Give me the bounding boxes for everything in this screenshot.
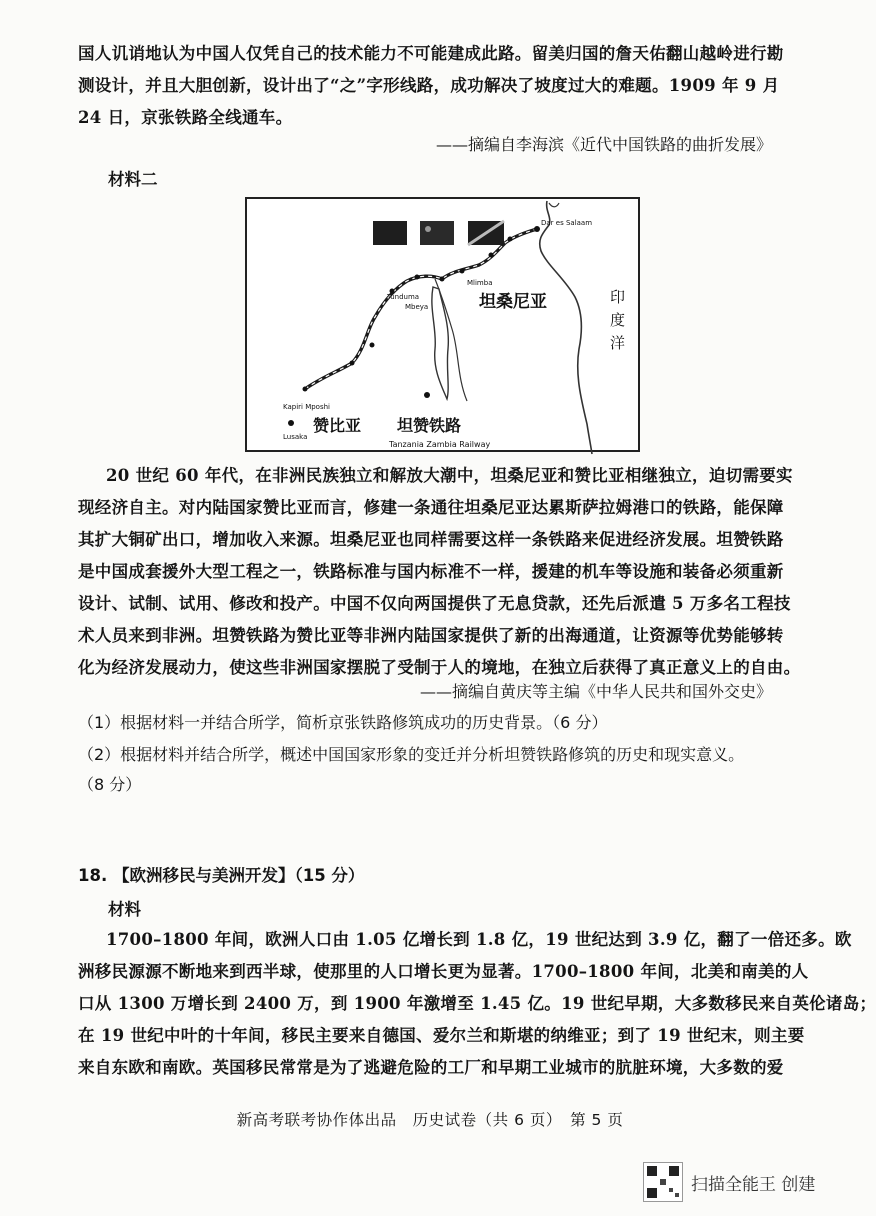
station-label: Dar es Salaam: [541, 219, 593, 227]
text-line: 1700–1800 年间，欧洲人口由 1.05 亿增长到 1.8 亿，19 世纪达到 3.9 亿，翻了一倍还多。欧: [106, 930, 852, 949]
text-line: 洲移民源源不断地来到西半球，使那里的人口增长更为显著。1700–1800 年间，北美和南美的人: [78, 962, 809, 981]
station-dot: [303, 387, 308, 392]
material1-paragraph: [78, 38, 784, 134]
railway-map: [245, 197, 640, 452]
text-line: 20 世纪 60 年代，在非洲民族独立和解放大潮中，坦桑尼亚和赞比亚相继独立，迫切需要实: [106, 466, 793, 485]
coastline: [540, 201, 592, 454]
text-line: 国人讥诮地认为中国人仅凭自己的技术能力不可能建成此路。留美归国的詹天佑翻山越岭进行勘: [78, 44, 784, 63]
text-line: 现经济自主。对内陆国家赞比亚而言，修建一条通往坦桑尼亚达累斯萨拉姆港口的铁路，能保障: [78, 498, 784, 517]
station-dot: [350, 361, 355, 366]
text-line: 术人员来到非洲。坦赞铁路为赞比亚等非洲内陆国家提供了新的出海通道，让资源等优势能够转: [78, 626, 784, 645]
text-line: 是中国成套援外大型工程之一，铁路标准与国内标准不一样，援建的机车等设施和装备必须重新: [78, 562, 784, 581]
material2-paragraph: [78, 460, 801, 684]
page-footer: 新高考联考协作体出品 历史试卷（共 6 页） 第 5 页: [236, 1111, 624, 1129]
material2-source: ——摘编自黄庆等主编《中华人民共和国外交史》: [419, 682, 772, 701]
question-1: （1）根据材料一并结合所学，简析京张铁路修筑成功的历史背景。（6 分）: [78, 713, 608, 732]
text-line: 口从 1300 万增长到 2400 万，到 1900 年激增至 1.45 亿。19 世纪早期，大多数移民来自英伦诸岛；: [78, 994, 876, 1013]
flag-star: [425, 226, 431, 232]
watermark-text: 扫描全能王 创建: [691, 1175, 816, 1195]
station-dot: [415, 275, 420, 280]
section-18-title: 18. 【欧洲移民与美洲开发】（15 分）: [78, 866, 365, 885]
text-line: 在 19 世纪中叶的十年间，移民主要来自德国、爱尔兰和斯堪的纳维亚；到了 19 世纪末，则主要: [78, 1026, 805, 1045]
station-dot: [288, 420, 294, 426]
station-dot: [489, 253, 494, 258]
station-dot: [508, 237, 513, 242]
station-dot: [460, 269, 465, 274]
map-svg: [247, 199, 642, 454]
ocean-label: 印度洋: [608, 289, 626, 358]
section-18-material-heading: 材料: [108, 900, 141, 919]
station-dot: [370, 343, 375, 348]
station-dot: [534, 226, 540, 232]
country-label-tanzania: 坦桑尼亚: [479, 292, 547, 312]
text-line: 来自东欧和南欧。英国移民常常是为了逃避危险的工厂和早期工业城市的肮脏环境，大多数的爱: [78, 1058, 784, 1077]
text-line: 设计、试制、试用、修改和投产。中国不仅向两国提供了无息贷款，还先后派遣 5 万多名工程技: [78, 594, 791, 613]
lake: [432, 287, 448, 399]
station-label: Lusaka: [283, 433, 308, 441]
question-2: （2）根据材料并结合所学，概述中国国家形象的变迁并分析坦赞铁路修筑的历史和现实意义。: [78, 745, 745, 764]
scanner-watermark: [643, 1162, 843, 1202]
text-line: 测设计，并且大胆创新，设计出了“之”字形线路，成功解决了坡度过大的难题。1909 年 9 月: [78, 76, 780, 95]
railway-title-en: Tanzania Zambia Railway: [389, 440, 491, 449]
station-label: Kapiri Mposhi: [283, 403, 330, 411]
station-label: Tunduma: [387, 293, 420, 301]
flag-zambia: [373, 221, 407, 245]
country-label-zambia: 赞比亚: [313, 416, 362, 435]
flag-china: [420, 221, 454, 245]
question-2-score: （8 分）: [78, 775, 142, 794]
material1-source: ——摘编自李海滨《近代中国铁路的曲折发展》: [435, 135, 772, 154]
text-line: 其扩大铜矿出口，增加收入来源。坦桑尼亚也同样需要这样一条铁路来促进经济发展。坦赞铁路: [78, 530, 784, 549]
qr-code-icon: [643, 1162, 683, 1202]
material2-heading: 材料二: [108, 170, 158, 189]
text-line: 化为经济发展动力，使这些非洲国家摆脱了受制于人的境地，在独立后获得了真正意义上的自由。: [78, 658, 801, 677]
station-label: Mlimba: [467, 279, 493, 287]
station-label: Mbeya: [405, 303, 429, 311]
coast-detail: [549, 203, 559, 207]
station-dot: [424, 392, 430, 398]
railway-title-cn: 坦赞铁路: [397, 416, 462, 435]
section-18-paragraph: [78, 924, 876, 1084]
text-line: 24 日，京张铁路全线通车。: [78, 108, 293, 127]
station-dot: [440, 277, 445, 282]
